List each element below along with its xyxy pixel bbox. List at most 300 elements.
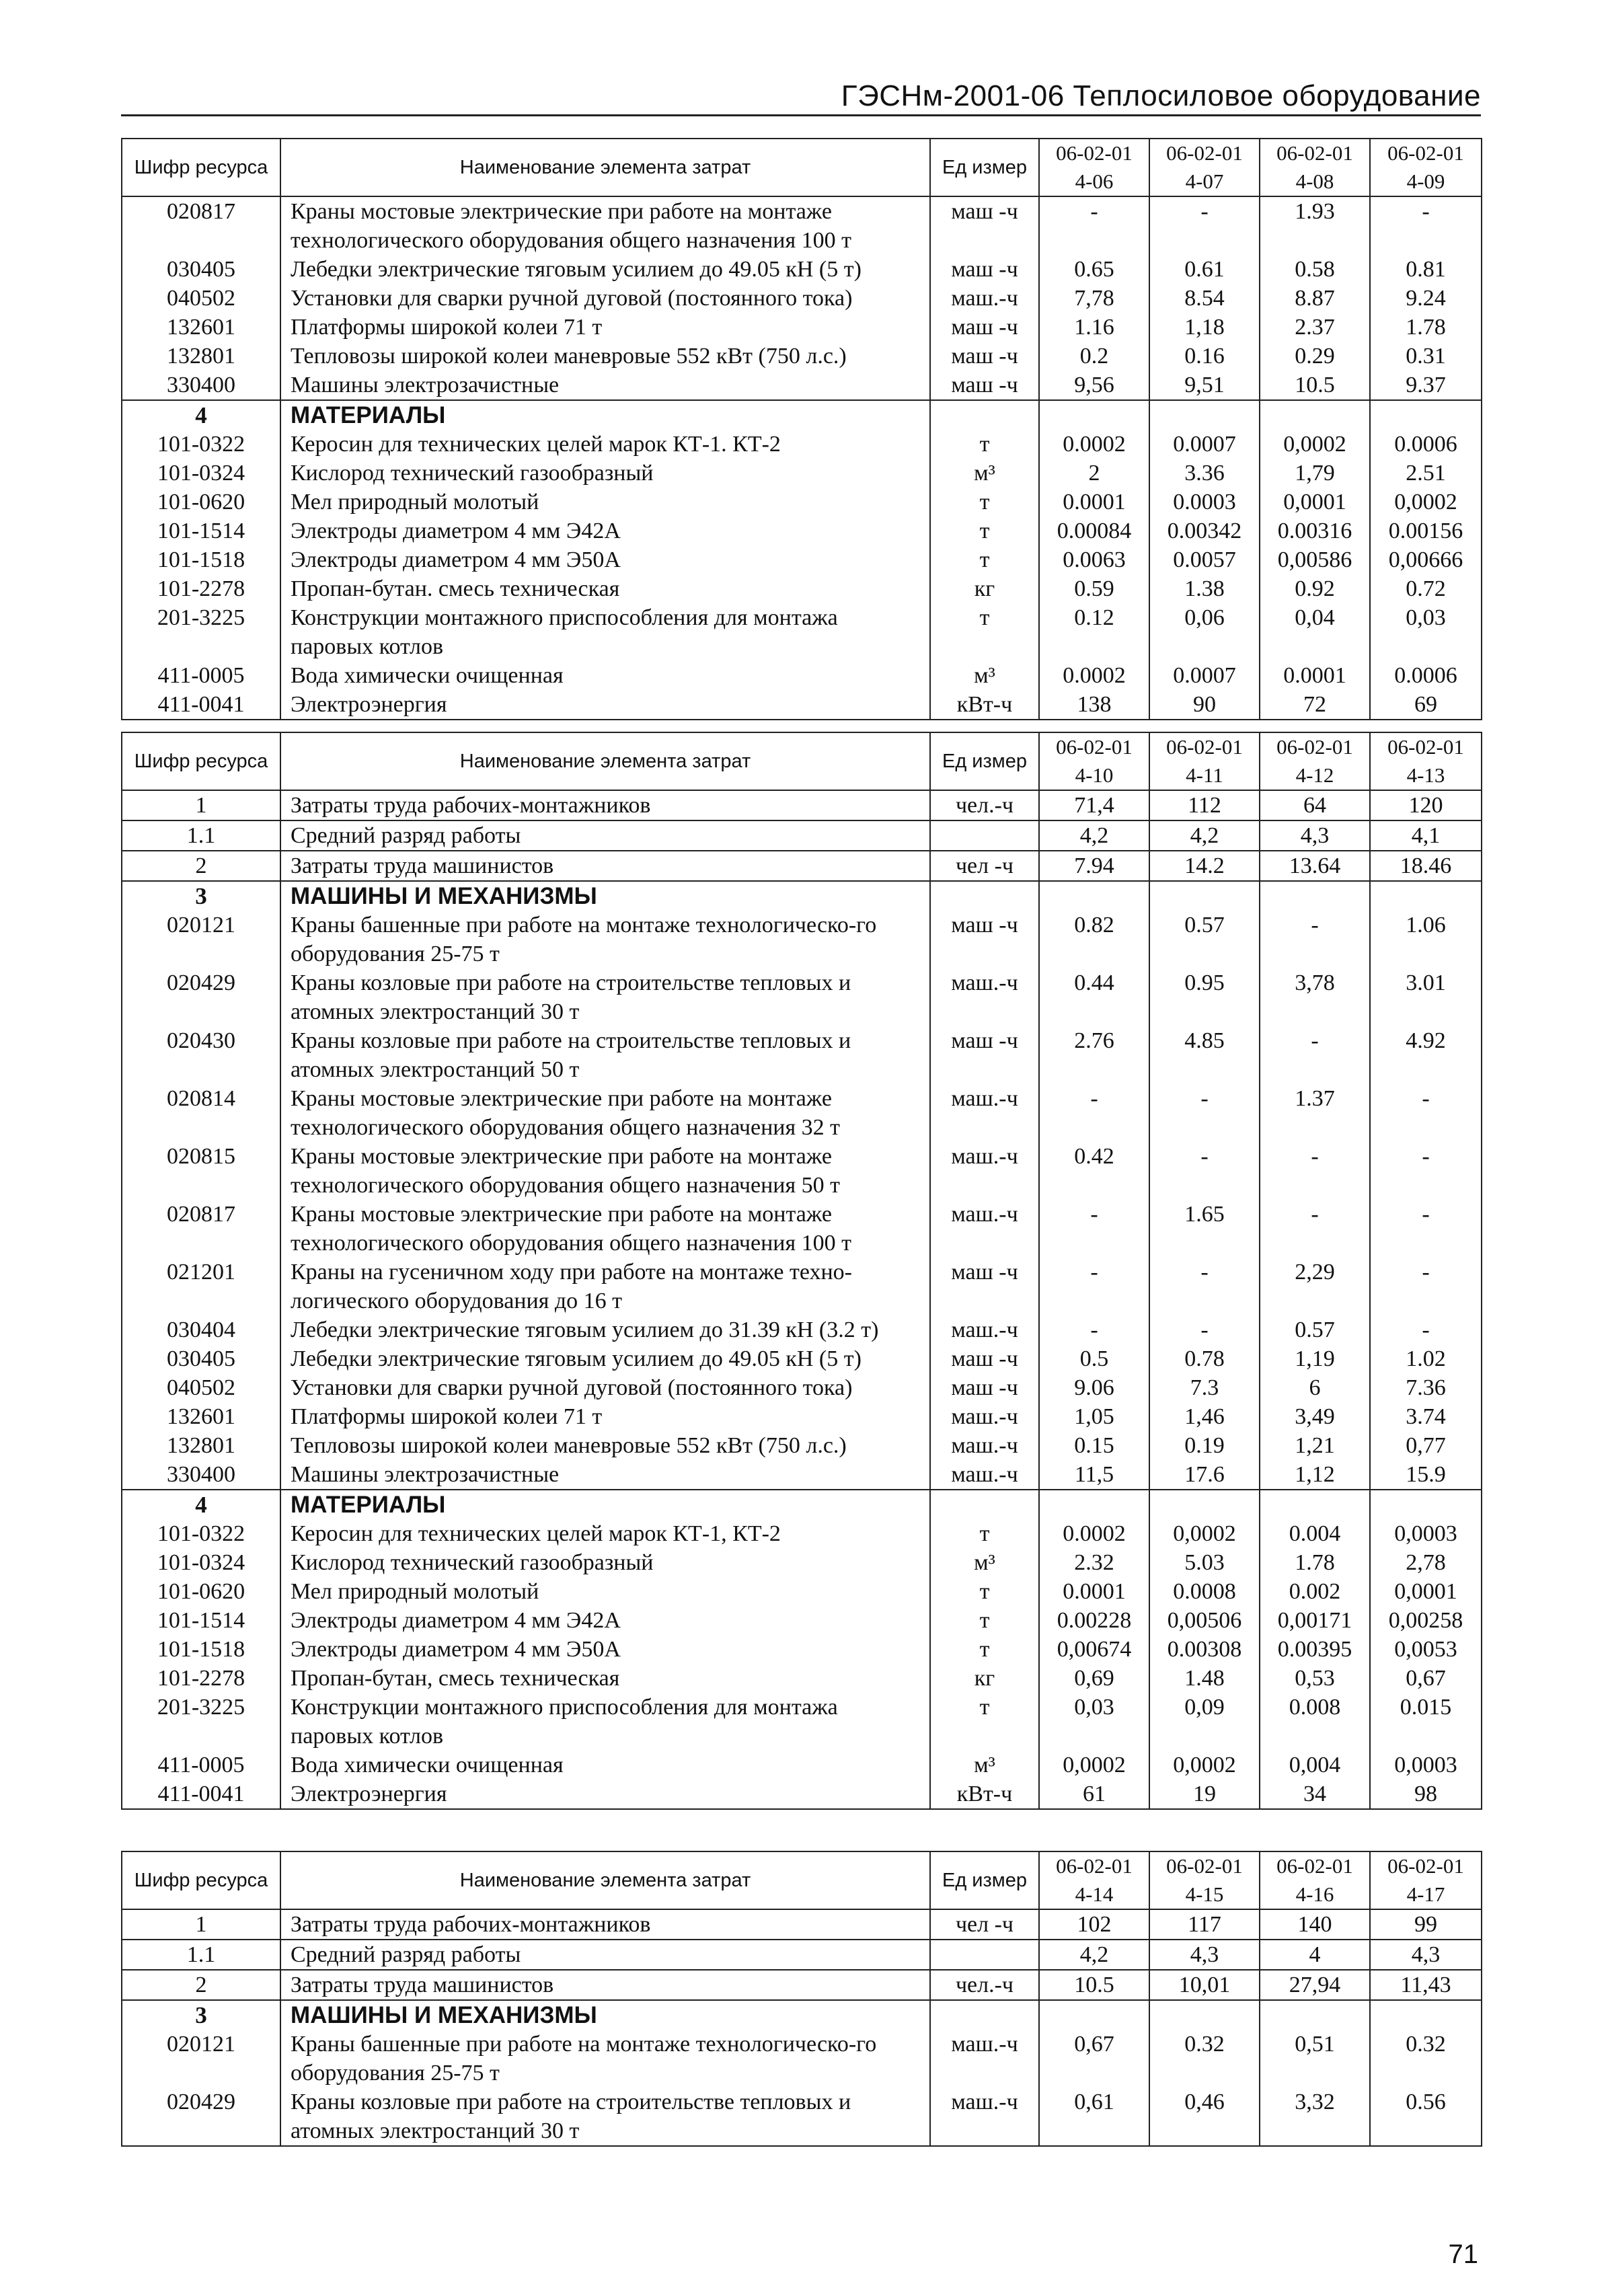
value-cell-text: 9,51: [1184, 373, 1225, 397]
resource-name-cell-text: Электроэнергия: [291, 692, 447, 717]
header-code-label: Шифр ресурса: [134, 1870, 268, 1891]
value-cell: [1149, 1460, 1260, 1490]
resource-name-cell-text: Затраты труда машинистов: [291, 853, 554, 878]
value-cell: [1149, 790, 1260, 820]
value-cell-text: 0,61: [1074, 2090, 1114, 2114]
unit-cell: [930, 1431, 1039, 1460]
table-header-row: [122, 1851, 1482, 1909]
value-cell: [1039, 2030, 1149, 2088]
value-cell: [1149, 1258, 1260, 1315]
unit-cell-text: т: [979, 432, 990, 457]
unit-cell-text: маш.-ч: [951, 1433, 1018, 1458]
resource-code-cell: [122, 2088, 280, 2146]
table-row: [122, 1460, 1482, 1490]
value-cell-text: 1,18: [1184, 315, 1225, 340]
value-cell: [1149, 911, 1260, 968]
table-row: [122, 196, 1482, 255]
value-cell-text: 0.0001: [1063, 1579, 1126, 1604]
resource-name-cell-text: Пропан-бутан. смесь техническая: [291, 576, 620, 601]
unit-cell-text: маш.-ч: [951, 1404, 1018, 1429]
value-cell: [1149, 851, 1260, 881]
value-cell: [1149, 968, 1260, 1026]
resource-name-cell-text: МАТЕРИАЛЫ: [291, 402, 446, 428]
value-cell: [1260, 1084, 1370, 1142]
resource-code-cell: [122, 2000, 280, 2030]
unit-cell-text: м³: [974, 1753, 995, 1777]
value-cell: [1370, 1431, 1482, 1460]
header-code-label: Шифр ресурса: [134, 751, 268, 772]
unit-cell: [930, 1548, 1039, 1577]
resource-name-cell-text: Мел природный молотый: [291, 1579, 539, 1604]
value-cell: [1370, 690, 1482, 720]
value-cell-text: 0.81: [1406, 257, 1446, 282]
value-cell: [1149, 1780, 1260, 1809]
value-cell: [1039, 1026, 1149, 1084]
unit-cell: [930, 284, 1039, 313]
value-cell-text: -: [1090, 1317, 1098, 1342]
value-cell: [1149, 1940, 1260, 1970]
value-cell-text: -: [1422, 1144, 1430, 1169]
resource-code-cell-text: 101-0322: [157, 432, 245, 457]
value-cell: [1370, 1548, 1482, 1577]
value-cell-text: 0.00156: [1388, 519, 1463, 543]
value-cell-text: 1,21: [1295, 1433, 1335, 1458]
value-cell: [1149, 342, 1260, 371]
value-cell-text: 1,19: [1295, 1346, 1335, 1371]
value-cell-text: 3,32: [1295, 2090, 1335, 2114]
resource-code-cell: [122, 690, 280, 720]
resource-code-cell: [122, 1373, 280, 1402]
value-cell-text: -: [1311, 1202, 1319, 1227]
value-cell: [1260, 1431, 1370, 1460]
resource-name-cell: [280, 1940, 930, 1970]
value-cell: [1149, 881, 1260, 911]
table-row: [122, 690, 1482, 720]
value-cell-text: 0.31: [1406, 344, 1446, 369]
value-cell: [1149, 516, 1260, 545]
header-norm-id: [1370, 732, 1482, 790]
value-cell: [1039, 1940, 1149, 1970]
value-cell: [1149, 1373, 1260, 1402]
value-cell: [1370, 488, 1482, 516]
value-cell: [1260, 1315, 1370, 1344]
section-row: [122, 881, 1482, 911]
value-cell-text: 8.54: [1184, 286, 1225, 311]
value-cell-text: -: [1090, 1260, 1098, 1285]
resource-code-cell-text: 030405: [167, 1346, 235, 1371]
value-cell-text: 0,03: [1074, 1695, 1114, 1720]
resource-code-cell: [122, 1780, 280, 1809]
value-cell-text: -: [1422, 1202, 1430, 1227]
value-cell: [1260, 1940, 1370, 1970]
unit-cell-text: кг: [974, 576, 995, 601]
value-cell: [1260, 1664, 1370, 1693]
resource-code-cell: [122, 284, 280, 313]
value-cell-text: 0.82: [1074, 913, 1114, 937]
value-cell: [1039, 1200, 1149, 1258]
resource-name-cell-text: МАШИНЫ И МЕХАНИЗМЫ: [291, 883, 597, 909]
resource-name-cell-text: Краны мостовые электрические при работе на монтаже технологического оборудования общего назначения 50 т: [291, 1144, 840, 1198]
value-cell-text: 0.0002: [1063, 1521, 1126, 1546]
value-cell-text: 4: [1309, 1942, 1321, 1967]
resource-name-cell: [280, 400, 930, 430]
header-norm-id: [1370, 1851, 1482, 1909]
value-cell-text: 4,2: [1190, 823, 1219, 848]
value-cell: [1149, 2088, 1260, 2146]
resource-code-cell: [122, 1577, 280, 1606]
value-cell: [1370, 1026, 1482, 1084]
resource-code-cell-text: 4: [195, 1492, 207, 1518]
value-cell-text: 1.06: [1406, 913, 1446, 937]
value-cell-text: 1,79: [1295, 461, 1335, 486]
resource-code-cell: [122, 1970, 280, 2000]
unit-cell-text: маш -ч: [951, 913, 1018, 937]
resource-code-cell-text: 132601: [167, 1404, 235, 1429]
unit-cell: [930, 1200, 1039, 1258]
value-cell: [1039, 516, 1149, 545]
value-cell-text: 0,00258: [1388, 1608, 1463, 1633]
resource-name-cell-text: Конструкции монтажного приспособления для монтажа паровых котлов: [291, 605, 838, 659]
unit-cell: [930, 313, 1039, 342]
value-cell-text: -: [1422, 1317, 1430, 1342]
value-cell-text: 0.0006: [1394, 663, 1457, 688]
value-cell: [1370, 661, 1482, 690]
value-cell: [1039, 1693, 1149, 1751]
resource-name-cell-text: Лебедки электрические тяговым усилием до 49.05 кН (5 т): [291, 1346, 862, 1371]
value-cell: [1260, 1970, 1370, 2000]
value-cell-text: 7.36: [1406, 1375, 1446, 1400]
value-cell: [1260, 488, 1370, 516]
value-cell-text: 0.0063: [1063, 547, 1126, 572]
unit-cell-text: маш -ч: [951, 199, 1018, 224]
unit-cell-text: т: [979, 490, 990, 514]
value-cell: [1039, 1751, 1149, 1780]
value-cell-text: 0.00228: [1057, 1608, 1132, 1633]
value-cell: [1370, 968, 1482, 1026]
header-name: [280, 139, 930, 196]
value-cell: [1370, 911, 1482, 968]
resource-code-cell-text: 040502: [167, 286, 235, 311]
value-cell-text: 7,78: [1074, 286, 1114, 311]
unit-cell: [930, 1402, 1039, 1431]
value-cell-text: 19: [1193, 1782, 1216, 1806]
value-cell: [1370, 545, 1482, 574]
value-cell-text: 0.32: [1184, 2032, 1225, 2057]
unit-cell-text: маш -ч: [951, 373, 1018, 397]
value-cell: [1039, 313, 1149, 342]
resource-name-cell-text: Платформы широкой колеи 71 т: [291, 1404, 603, 1429]
resource-name-cell-text: Лебедки электрические тяговым усилием до 49.05 кН (5 т): [291, 257, 862, 282]
resource-name-cell-text: Электроды диаметром 4 мм Э50А: [291, 1637, 621, 1662]
resource-name-cell-text: Конструкции монтажного приспособления для монтажа паровых котлов: [291, 1695, 838, 1749]
value-cell: [1149, 820, 1260, 851]
resource-code-cell: [122, 196, 280, 255]
resource-code-cell-text: 020814: [167, 1086, 235, 1111]
header-norm-id: [1149, 139, 1260, 196]
value-cell: [1260, 516, 1370, 545]
resource-code-cell: [122, 1635, 280, 1664]
resource-code-cell-text: 2: [195, 1973, 207, 1997]
value-cell-text: -: [1422, 199, 1430, 224]
value-cell: [1370, 1909, 1482, 1940]
value-cell-text: 0.16: [1184, 344, 1225, 369]
unit-cell: [930, 1606, 1039, 1635]
value-cell: [1370, 1258, 1482, 1315]
resource-code-cell-text: 101-0322: [157, 1521, 245, 1546]
resource-code-cell: [122, 1606, 280, 1635]
value-cell: [1039, 1577, 1149, 1606]
value-cell-text: 0,67: [1406, 1666, 1446, 1691]
value-cell: [1260, 313, 1370, 342]
unit-cell: [930, 1970, 1039, 2000]
value-cell-text: 0.00084: [1057, 519, 1132, 543]
value-cell-text: 3,78: [1295, 970, 1335, 995]
table-row: [122, 1909, 1482, 1940]
value-cell: [1260, 1751, 1370, 1780]
value-cell: [1260, 1519, 1370, 1548]
unit-cell: [930, 1780, 1039, 1809]
unit-cell-text: маш -ч: [951, 315, 1018, 340]
unit-cell-text: маш.-ч: [951, 1202, 1018, 1227]
value-cell-text: 0.00342: [1167, 519, 1242, 543]
resource-name-cell-text: Пропан-бутан, смесь техническая: [291, 1666, 620, 1691]
table-row: [122, 1200, 1482, 1258]
unit-cell-text: маш -ч: [951, 1375, 1018, 1400]
value-cell: [1039, 790, 1149, 820]
unit-cell-text: маш -ч: [951, 257, 1018, 282]
resource-name-cell-text: Средний разряд работы: [291, 823, 521, 848]
value-cell: [1149, 1519, 1260, 1548]
value-cell-text: 1.93: [1295, 199, 1335, 224]
value-cell: [1260, 690, 1370, 720]
resource-name-cell-text: Лебедки электрические тяговым усилием до 31.39 кН (3.2 т): [291, 1317, 879, 1342]
resource-code-cell: [122, 1751, 280, 1780]
resource-code-cell-text: 132801: [167, 344, 235, 369]
value-cell: [1370, 574, 1482, 603]
resource-name-cell: [280, 2088, 930, 2146]
value-cell-text: 0.57: [1295, 1317, 1335, 1342]
value-cell: [1260, 790, 1370, 820]
value-cell: [1370, 430, 1482, 459]
unit-cell-text: маш.-ч: [951, 1086, 1018, 1111]
resource-name-cell-text: Вода химически очищенная: [291, 663, 564, 688]
resource-code-cell: [122, 1200, 280, 1258]
value-cell-text: 0,06: [1184, 605, 1225, 630]
resource-name-cell: [280, 1970, 930, 2000]
value-cell: [1260, 545, 1370, 574]
resource-code-cell-text: 132801: [167, 1433, 235, 1458]
value-cell-text: 9.06: [1074, 1375, 1114, 1400]
resource-code-cell-text: 101-0324: [157, 461, 245, 486]
value-cell: [1260, 574, 1370, 603]
value-cell: [1260, 400, 1370, 430]
unit-cell-text: чел.-ч: [955, 793, 1014, 818]
value-cell-text: 112: [1188, 793, 1221, 818]
value-cell-text: 17.6: [1184, 1462, 1225, 1487]
value-cell-text: 15.9: [1406, 1462, 1446, 1487]
value-cell-text: 0.0001: [1283, 663, 1346, 688]
unit-cell: [930, 1940, 1039, 1970]
unit-cell: [930, 488, 1039, 516]
section-row: [122, 400, 1482, 430]
value-cell-text: -: [1422, 1086, 1430, 1111]
value-cell: [1260, 2000, 1370, 2030]
value-cell: [1260, 1635, 1370, 1664]
resource-name-cell: [280, 371, 930, 400]
unit-cell-text: чел.-ч: [955, 1973, 1014, 1997]
document-title: ГЭСНм-2001-06 Теплосиловое оборудование: [841, 79, 1481, 112]
value-cell: [1039, 284, 1149, 313]
resource-name-cell: [280, 603, 930, 661]
value-cell: [1149, 488, 1260, 516]
unit-cell-text: т: [979, 1608, 990, 1633]
value-cell-text: 0,03: [1406, 605, 1446, 630]
header-name-label: Наименование элемента затрат: [459, 157, 751, 178]
resource-name-cell: [280, 574, 930, 603]
value-cell-text: 0.0008: [1173, 1579, 1236, 1604]
table-row: [122, 1751, 1482, 1780]
value-cell: [1039, 968, 1149, 1026]
unit-cell-text: маш.-ч: [951, 2032, 1018, 2057]
header-unit-label: Ед измер: [942, 157, 1027, 178]
value-cell-text: 0,00666: [1388, 547, 1463, 572]
value-cell: [1370, 1635, 1482, 1664]
value-cell: [1039, 1142, 1149, 1200]
resource-code-cell: [122, 1693, 280, 1751]
value-cell-text: 7.94: [1074, 853, 1114, 878]
value-cell: [1260, 1258, 1370, 1315]
resource-code-cell-text: 030405: [167, 257, 235, 282]
value-cell-text: 0.78: [1184, 1346, 1225, 1371]
value-cell: [1260, 2088, 1370, 2146]
header-code-label: Шифр ресурса: [134, 157, 268, 178]
unit-cell: [930, 2030, 1039, 2088]
value-cell: [1370, 881, 1482, 911]
unit-cell-text: маш.-ч: [951, 2090, 1018, 2114]
value-cell-text: -: [1311, 1028, 1319, 1053]
table-row: [122, 1402, 1482, 1431]
table-row: [122, 545, 1482, 574]
value-cell-text: 0,0003: [1394, 1521, 1457, 1546]
header-code: [122, 1851, 280, 1909]
table-row: [122, 430, 1482, 459]
unit-cell: [930, 2000, 1039, 2030]
unit-cell: [930, 1142, 1039, 1200]
unit-cell-text: маш -ч: [951, 1260, 1018, 1285]
resource-code-cell: [122, 342, 280, 371]
value-cell-text: 2,78: [1406, 1550, 1446, 1575]
resource-name-cell: [280, 1490, 930, 1519]
table-row: [122, 1664, 1482, 1693]
resource-name-cell-text: Электроды диаметром 4 мм Э42А: [291, 519, 621, 543]
value-cell-text: 0,46: [1184, 2090, 1225, 2114]
unit-cell: [930, 603, 1039, 661]
value-cell: [1039, 1548, 1149, 1577]
value-cell: [1260, 820, 1370, 851]
value-cell: [1370, 1606, 1482, 1635]
value-cell-text: 99: [1414, 1912, 1437, 1937]
resource-name-cell: [280, 790, 930, 820]
unit-cell-text: т: [979, 1579, 990, 1604]
unit-cell: [930, 1315, 1039, 1344]
unit-cell: [930, 1490, 1039, 1519]
resource-name-cell: [280, 1200, 930, 1258]
header-norm-id-label: 06-02-014-08: [1276, 141, 1353, 193]
value-cell: [1039, 1315, 1149, 1344]
resource-code-cell-text: 132601: [167, 315, 235, 340]
table-row: [122, 516, 1482, 545]
unit-cell: [930, 255, 1039, 284]
value-cell: [1039, 1909, 1149, 1940]
resource-code-cell: [122, 1431, 280, 1460]
value-cell-text: 0,51: [1295, 2032, 1335, 2057]
value-cell: [1039, 851, 1149, 881]
resource-name-cell: [280, 1373, 930, 1402]
resource-name-cell: [280, 430, 930, 459]
value-cell-text: 3.36: [1184, 461, 1225, 486]
value-cell: [1370, 459, 1482, 488]
value-cell-text: 0,0002: [1173, 1753, 1236, 1777]
table-row: [122, 1780, 1482, 1809]
resource-code-cell: [122, 1664, 280, 1693]
resource-name-cell: [280, 820, 930, 851]
value-cell: [1039, 911, 1149, 968]
value-cell: [1370, 196, 1482, 255]
unit-cell: [930, 342, 1039, 371]
resource-code-cell: [122, 911, 280, 968]
resource-name-cell: [280, 1315, 930, 1344]
resource-name-cell: [280, 1258, 930, 1315]
resource-name-cell: [280, 2000, 930, 2030]
value-cell: [1370, 2000, 1482, 2030]
value-cell: [1039, 690, 1149, 720]
value-cell-text: 120: [1408, 793, 1443, 818]
value-cell-text: 27,94: [1289, 1973, 1341, 1997]
value-cell: [1370, 1315, 1482, 1344]
value-cell-text: 0.12: [1074, 605, 1114, 630]
value-cell: [1039, 1460, 1149, 1490]
unit-cell-text: маш.-ч: [951, 970, 1018, 995]
value-cell: [1039, 459, 1149, 488]
header-norm-id-label: 06-02-014-13: [1387, 735, 1464, 787]
value-cell-text: -: [1200, 199, 1209, 224]
value-cell: [1260, 196, 1370, 255]
header-code: [122, 139, 280, 196]
resource-code-cell-text: 330400: [167, 373, 235, 397]
value-cell: [1260, 1780, 1370, 1809]
value-cell-text: 9.24: [1406, 286, 1446, 311]
unit-cell: [930, 574, 1039, 603]
resource-name-cell: [280, 1084, 930, 1142]
resource-code-cell: [122, 371, 280, 400]
value-cell-text: 0.2: [1079, 344, 1109, 369]
value-cell: [1149, 1577, 1260, 1606]
value-cell: [1149, 545, 1260, 574]
resource-code-cell-text: 101-0620: [157, 490, 245, 514]
resource-code-cell-text: 101-1514: [157, 1608, 245, 1633]
value-cell-text: -: [1090, 1086, 1098, 1111]
table-row: [122, 313, 1482, 342]
unit-cell-text: маш.-ч: [951, 1462, 1018, 1487]
unit-cell-text: т: [979, 605, 990, 630]
value-cell: [1370, 342, 1482, 371]
value-cell: [1260, 1344, 1370, 1373]
resource-code-cell: [122, 516, 280, 545]
resource-code-cell: [122, 851, 280, 881]
resource-name-cell: [280, 1402, 930, 1431]
value-cell: [1149, 1606, 1260, 1635]
value-cell: [1260, 1460, 1370, 1490]
